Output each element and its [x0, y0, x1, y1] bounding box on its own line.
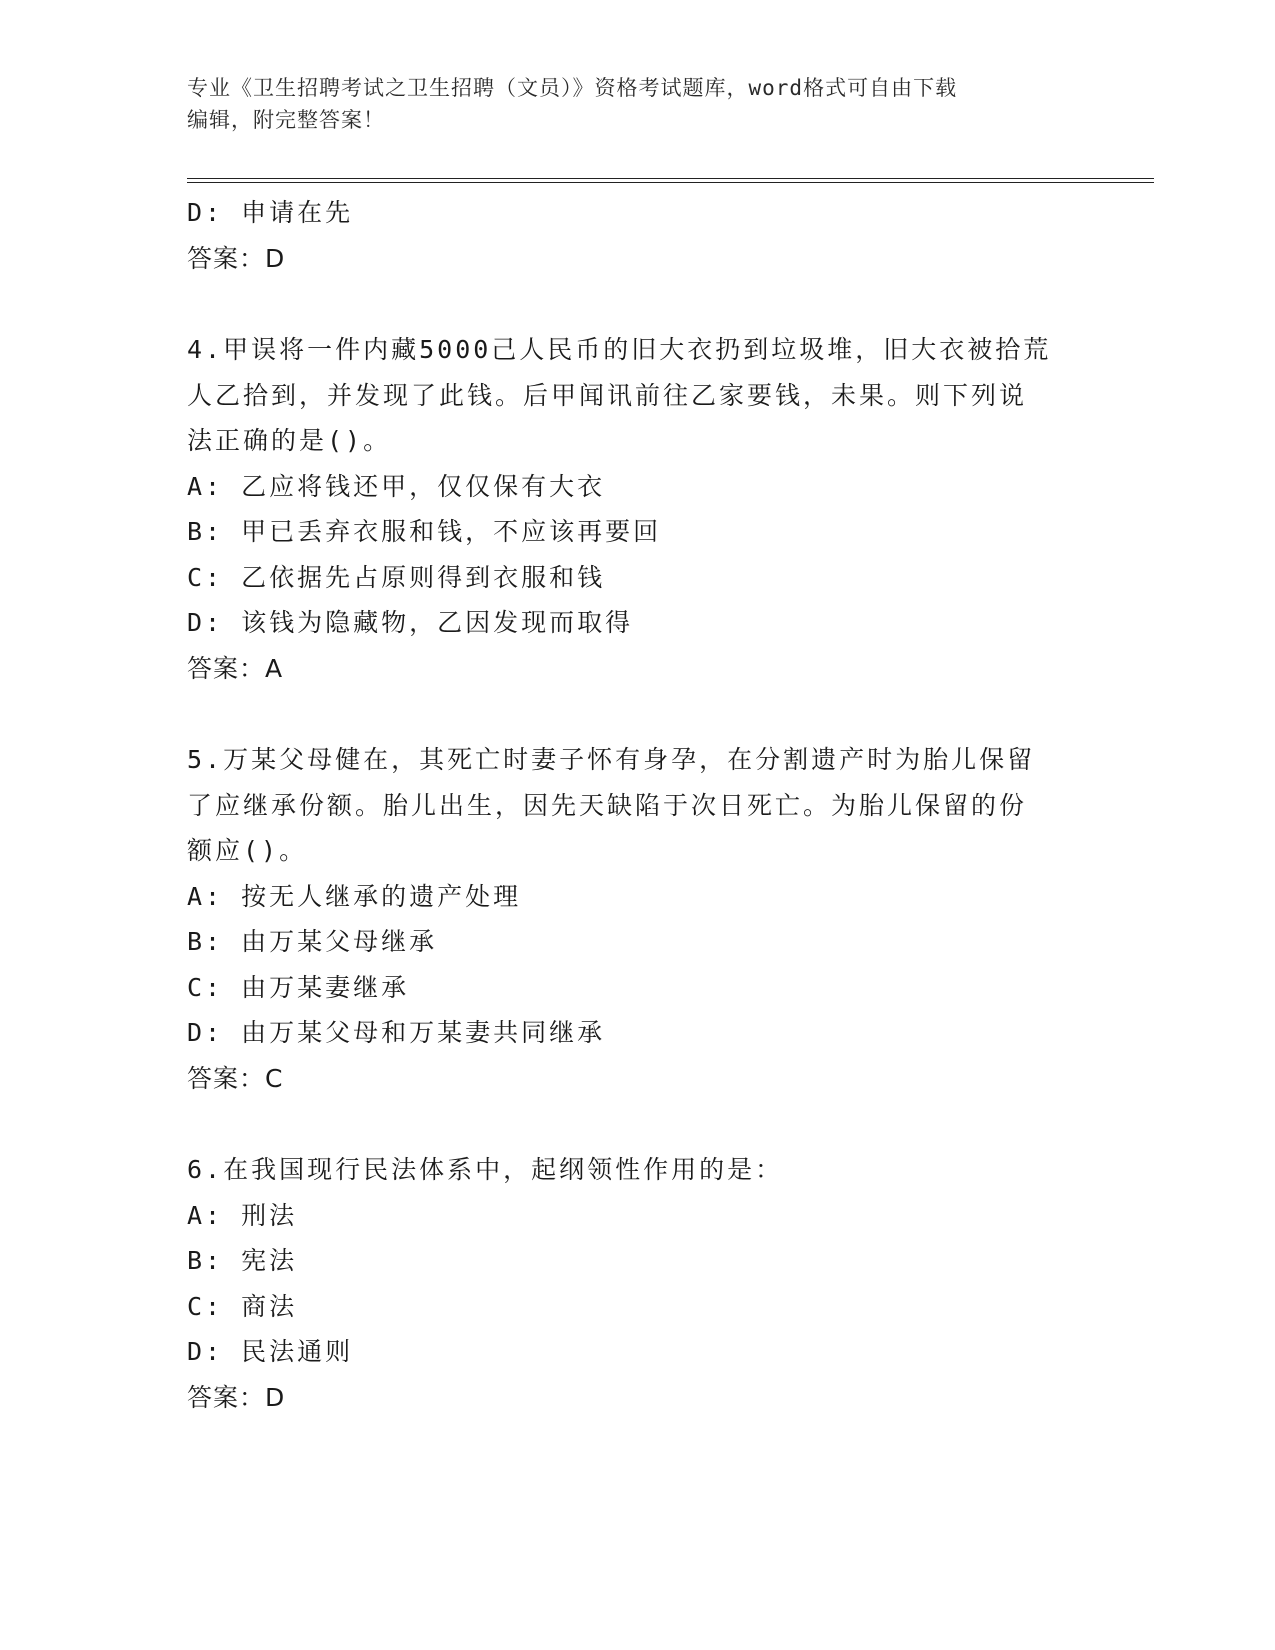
question-text-line: 6.在我国现行民法体系中，起纲领性作用的是： — [187, 1155, 784, 1184]
option-d: D: 由万某父母和万某妻共同继承 — [187, 1018, 606, 1047]
option-d: D: 民法通则 — [187, 1337, 354, 1366]
question-text-line: 4.甲误将一件内藏5000己人民币的旧大衣扔到垃圾堆，旧大衣被拾荒 — [187, 335, 1052, 364]
page-header — [187, 72, 1087, 136]
answer-line: 答案：D — [187, 243, 286, 273]
option-d: D: 该钱为隐藏物，乙因发现而取得 — [187, 608, 634, 637]
previous-question-tail — [187, 190, 1087, 281]
option-b: B: 甲已丢弃衣服和钱，不应该再要回 — [187, 517, 662, 546]
document-body — [187, 190, 1087, 1420]
option-b: B: 宪法 — [187, 1246, 298, 1275]
answer-line: 答案：C — [187, 1063, 284, 1093]
question-text-line: 5.万某父母健在，其死亡时妻子怀有身孕，在分割遗产时为胎儿保留 — [187, 745, 1036, 774]
option-c: C: 商法 — [187, 1291, 298, 1321]
option-a: A: 刑法 — [187, 1200, 298, 1230]
question-text-line: 额应()。 — [187, 836, 308, 865]
question-6 — [187, 1147, 1087, 1420]
question-4 — [187, 327, 1087, 691]
header-divider — [187, 178, 1154, 183]
question-text-line: 法正确的是()。 — [187, 426, 392, 455]
question-5 — [187, 737, 1087, 1101]
option-a: A: 乙应将钱还甲，仅仅保有大衣 — [187, 471, 606, 501]
answer-line: 答案：A — [187, 653, 284, 683]
option-c: C: 由万某妻继承 — [187, 972, 410, 1002]
header-line-1: 专业《卫生招聘考试之卫生招聘（文员）》资格考试题库，word格式可自由下载 — [187, 76, 958, 100]
option-a: A: 按无人继承的遗产处理 — [187, 881, 522, 911]
question-text-line: 人乙拾到，并发现了此钱。后甲闻讯前往乙家要钱，未果。则下列说 — [187, 380, 1028, 410]
header-line-2: 编辑，附完整答案！ — [187, 108, 385, 132]
answer-line: 答案：D — [187, 1382, 286, 1412]
option-c: C: 乙依据先占原则得到衣服和钱 — [187, 562, 606, 592]
option-d: D: 申请在先 — [187, 198, 354, 227]
option-b: B: 由万某父母继承 — [187, 927, 438, 956]
question-text-line: 了应继承份额。胎儿出生，因先天缺陷于次日死亡。为胎儿保留的份 — [187, 790, 1028, 820]
